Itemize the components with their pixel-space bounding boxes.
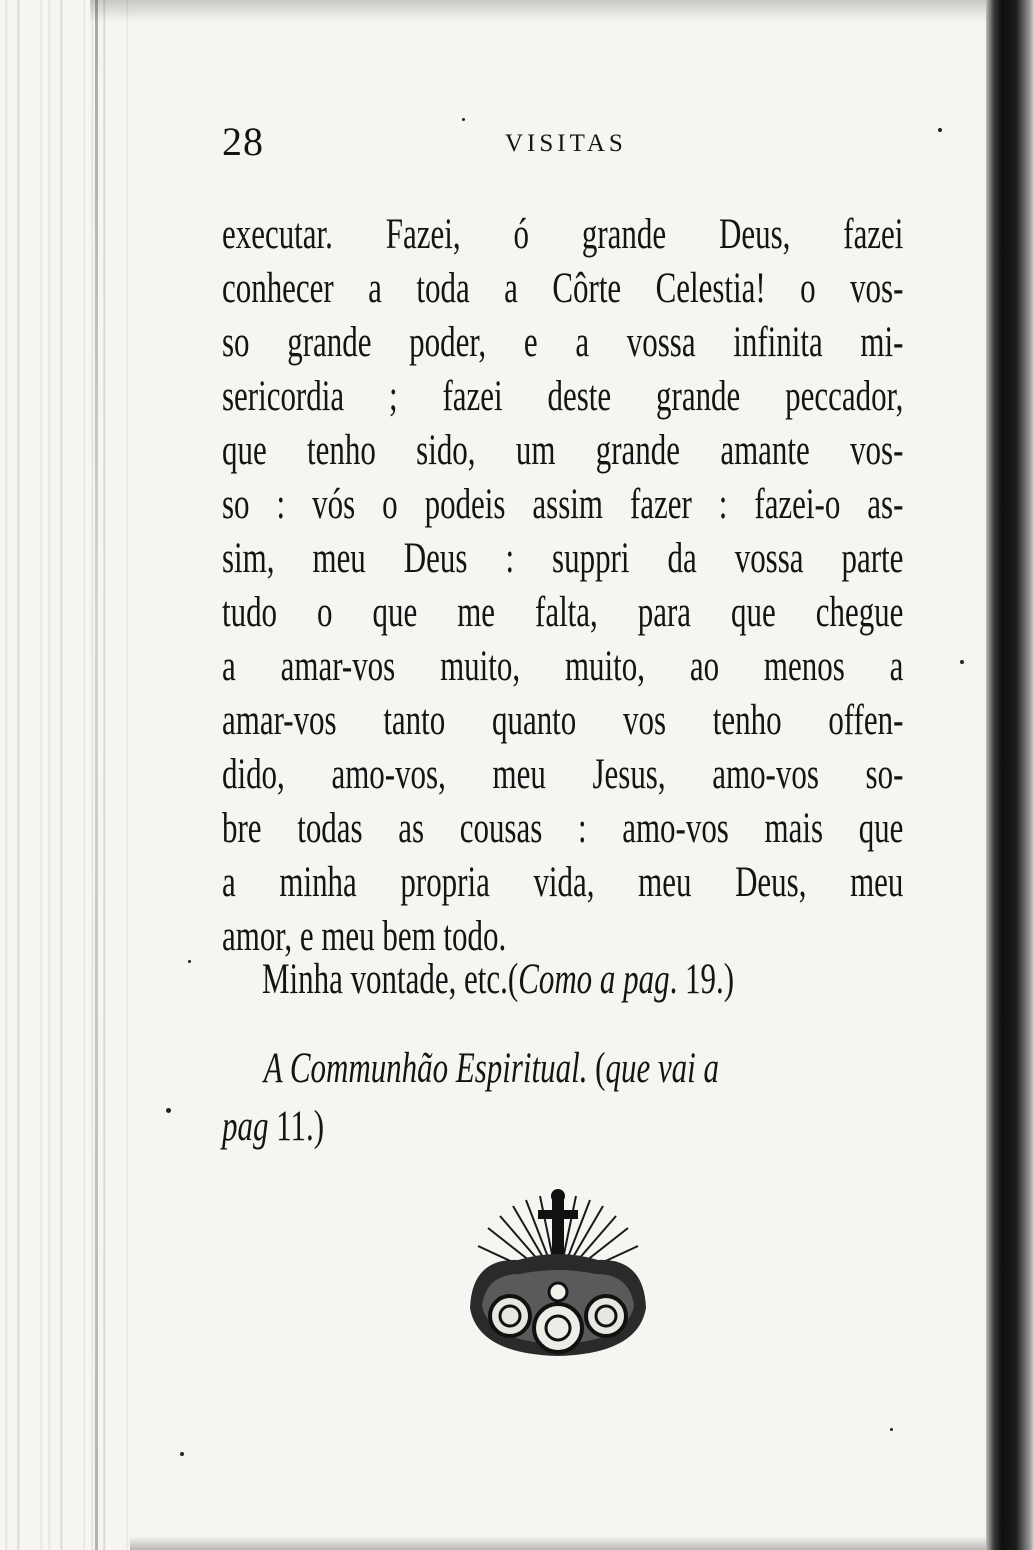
- printer-ornament-icon: [458, 1188, 658, 1360]
- ornament-base: [470, 1254, 646, 1356]
- body-line: amor, e meu bem todo.: [222, 913, 507, 960]
- communion-paren: (: [587, 1045, 606, 1092]
- body-line: a amar-vos muito, muito, ao menos a: [222, 643, 904, 690]
- communion-line-1: [222, 1040, 719, 1098]
- communion-reference: 11.): [268, 1103, 325, 1150]
- body-line: so : vós o podeis assim fazer : fazei-o as-: [222, 481, 904, 528]
- body-line: bre todas as cousas : amo-vos mais que: [222, 805, 904, 852]
- communion-pag: pag: [222, 1103, 269, 1150]
- rubric-reference: . 19.): [669, 956, 735, 1003]
- body-line: a minha propria vida, meu Deus, meu: [222, 859, 904, 906]
- right-binding-edge: [986, 0, 1034, 1550]
- speck: [462, 118, 465, 121]
- rubric-italic: Como a pag: [518, 956, 670, 1003]
- page-number: 28: [222, 119, 264, 164]
- speck: [938, 128, 942, 132]
- body-line: so grande poder, e a vossa infinita mi-: [222, 319, 904, 366]
- rubric-text: Minha vontade, etc.(: [262, 956, 519, 1003]
- body-line: conhecer a toda a Côrte Celestia! o vos-: [222, 265, 904, 312]
- body-line: executar. Fazei, ó grande Deus, fazei: [222, 211, 904, 258]
- speck: [960, 660, 964, 664]
- running-head: VISITAS: [505, 130, 627, 157]
- left-gutter-scan-artifact: [0, 0, 130, 1550]
- communion-rubric: [222, 1040, 902, 1156]
- speck: [188, 960, 191, 963]
- speck: [180, 1452, 184, 1456]
- body-line: que tenho sido, um grande amante vos-: [222, 427, 904, 474]
- speck: [890, 1428, 893, 1431]
- body-line: sim, meu Deus : suppri da vossa parte: [222, 535, 904, 582]
- communion-italic-rest: que vai a: [605, 1045, 719, 1092]
- body-line: tudo o que me falta, para que chegue: [222, 589, 904, 636]
- bottom-edge-shadow: [130, 1536, 1034, 1550]
- rubric-line: [262, 955, 735, 1004]
- body-line: amar-vos tanto quanto vos tenho offen-: [222, 697, 904, 744]
- body-line: dido, amo-vos, meu Jesus, amo-vos so-: [222, 751, 904, 798]
- body-paragraph: [222, 208, 904, 964]
- speck: [166, 1108, 171, 1113]
- communion-line-2: [222, 1098, 712, 1156]
- communion-title: A Communhão Espiritual.: [263, 1045, 588, 1092]
- page-header: [222, 118, 892, 168]
- body-line: sericordia ; fazei deste grande peccador,: [222, 373, 904, 420]
- top-edge-shadow: [90, 0, 1034, 22]
